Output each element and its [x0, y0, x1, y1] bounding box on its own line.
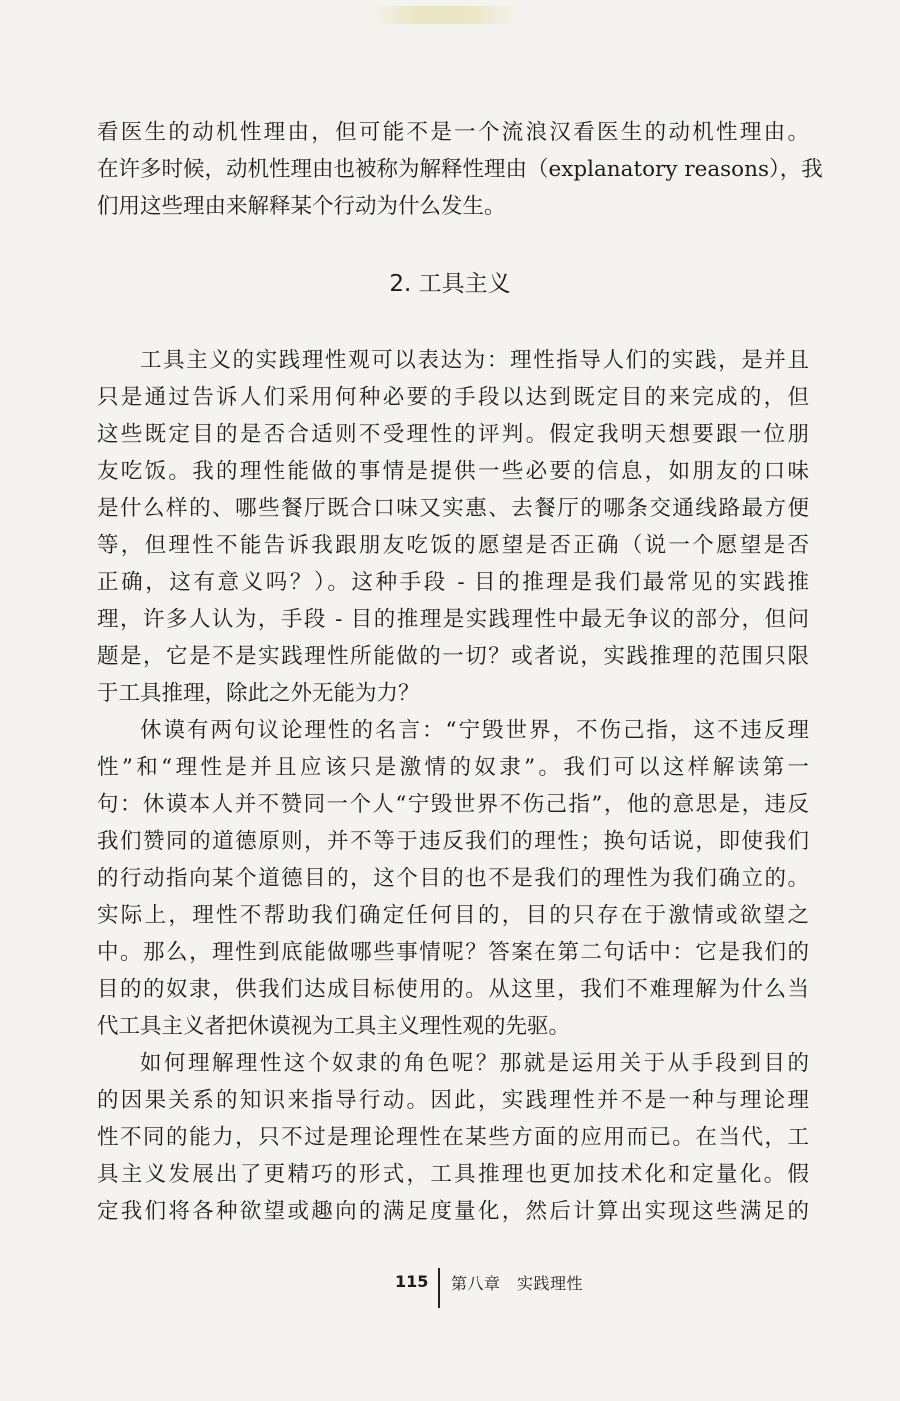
text-line: 们用这些理由来解释某个行动为什么发生。 — [97, 194, 506, 219]
text-line: 友吃饭。我的理性能做的事情是提供一些必要的信息，如朋友的口味 — [97, 459, 809, 484]
text-line: 的因果关系的知识来指导行动。因此，实践理性并不是一种与理论理 — [97, 1088, 809, 1113]
text-line: 性不同的能力，只不过是理论理性在某些方面的应用而已。在当代，工 — [97, 1125, 809, 1150]
text-line: 看医生的动机性理由，但可能不是一个流浪汉看医生的动机性理由。 — [97, 120, 809, 145]
text-line: 这些既定目的是否合适则不受理性的评判。假定我明天想要跟一位朋 — [97, 422, 809, 447]
text-line: 的行动指向某个道德目的，这个目的也不是我们的理性为我们确立的。 — [97, 866, 809, 891]
text-line: 定我们将各种欲望或趣向的满足度量化，然后计算出实现这些满足的 — [97, 1199, 809, 1224]
page-footer — [0, 1266, 900, 1306]
text-line: 休谟有两句议论理性的名言：“宁毁世界，不伤己指，这不违反理 — [140, 718, 809, 743]
paragraph-1 — [97, 342, 809, 712]
text-line: 目的的奴隶，供我们达成目标使用的。从这里，我们不难理解为什么当 — [97, 977, 809, 1002]
section-heading: 2. 工具主义 — [389, 271, 511, 297]
text-line: 正确，这有意义吗？）。这种手段 - 目的推理是我们最常见的实践推 — [97, 570, 809, 595]
text-line: 我们赞同的道德原则，并不等于违反我们的理性；换句话说，即使我们 — [97, 829, 809, 854]
text-line: 于工具推理，除此之外无能为力？ — [97, 681, 420, 706]
section-body — [97, 342, 809, 1230]
paragraph-3 — [97, 1045, 809, 1230]
text-line: 性”和“理性是并且应该只是激情的奴隶”。我们可以这样解读第一 — [97, 755, 809, 780]
text-line: 具主义发展出了更精巧的形式，工具推理也更加技术化和定量化。假 — [97, 1162, 809, 1187]
text-line: 中。那么，理性到底能做哪些事情呢？答案在第二句话中：它是我们的 — [97, 940, 809, 965]
chapter-title: 第八章 实践理性 — [451, 1274, 584, 1293]
text-line: 等，但理性不能告诉我跟朋友吃饭的愿望是否正确（说一个愿望是否 — [97, 533, 809, 558]
text-line: 理，许多人认为，手段 - 目的推理是实践理性中最无争议的部分，但问 — [97, 607, 809, 632]
footer-divider — [438, 1268, 440, 1308]
text-line: 句：休谟本人并不赞同一个人“宁毁世界不伤己指”，他的意思是，违反 — [97, 792, 809, 817]
page-stain — [370, 6, 520, 24]
text-line: 实际上，理性不帮助我们确定任何目的，目的只存在于激情或欲望之 — [97, 903, 809, 928]
text-line: 是什么样的、哪些餐厅既合口味又实惠、去餐厅的哪条交通线路最方便 — [97, 496, 809, 521]
text-line: 代工具主义者把休谟视为工具主义理性观的先驱。 — [97, 1014, 571, 1039]
text-line: 在许多时候，动机性理由也被称为解释性理由（explanatory reasons），我 — [97, 157, 823, 182]
paragraph-2 — [97, 712, 809, 1045]
intro-paragraph — [97, 114, 823, 225]
text-line: 题是，它是不是实践理性所能做的一切？或者说，实践推理的范围只限 — [97, 644, 809, 669]
text-line: 只是通过告诉人们采用何种必要的手段以达到既定目的来完成的，但 — [97, 385, 809, 410]
page-number: 115 — [395, 1272, 429, 1291]
text-line: 工具主义的实践理性观可以表达为：理性指导人们的实践，是并且 — [140, 348, 809, 373]
text-line: 如何理解理性这个奴隶的角色呢？那就是运用关于从手段到目的 — [140, 1051, 809, 1076]
